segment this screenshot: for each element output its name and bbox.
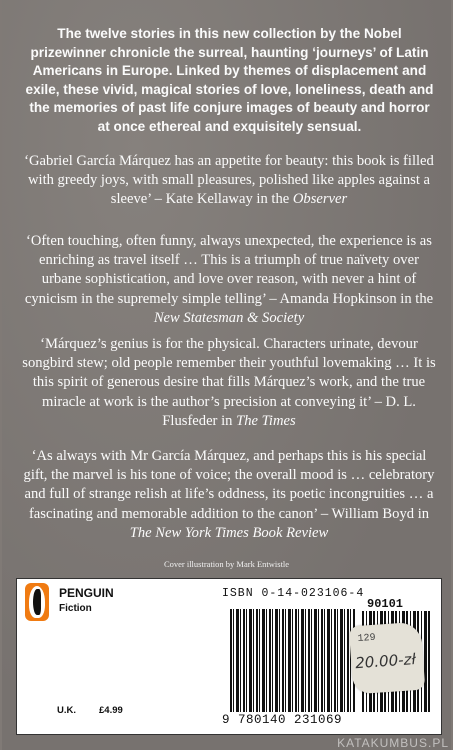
- price-label: £4.99: [99, 705, 123, 716]
- publisher-name: PENGUIN: [59, 586, 114, 600]
- barcode-icon: [230, 609, 355, 712]
- barcode-addon-digits: 90101: [367, 597, 404, 611]
- region-label: U.K.: [57, 705, 76, 716]
- imprint: [59, 585, 114, 617]
- quote-source: The New York Times Book Review: [129, 524, 329, 541]
- imprint-category: Fiction: [59, 603, 92, 614]
- penguin-logo-icon: [25, 583, 49, 621]
- price-sticker: [349, 622, 426, 695]
- watermark: KATAKUMBUS.PL: [337, 736, 449, 750]
- review-quote: ‘Márquez’s genius is for the physical. Characters urinate, devour songbird stew; old people remember their youthful lovemaking … It is this spirit of generous desire that fills Márquez’s work, and the true miracle at work is the author’s precision at conveying it’ – D. L. Flusfeder in The Times: [22, 336, 436, 429]
- sticker-price: 20.00-zł: [354, 650, 417, 673]
- book-back-cover: [2, 0, 451, 750]
- sticker-code: 129: [357, 632, 376, 645]
- publisher-panel: [16, 578, 442, 735]
- blurb-paragraph: The twelve stories in this new collection by the Nobel prizewinner chronicle the surreal, haunting ‘journeys’ of Latin Americans in Europe. Linked by themes of displacement and exile, these vivid, magical stories of love, loneliness, death and the memories of past life conjure images of beauty and horror at once ethereal and exquisitely sensual.: [25, 26, 434, 134]
- isbn-text: ISBN 0-14-023106-4: [222, 587, 365, 600]
- quote-source: New Statesman & Society: [153, 309, 305, 326]
- review-quote: ‘As always with Mr García Márquez, and perhaps this is his special gift, the marvel is his tone of voice; the overall mood is … celebratory and full of strange relish at life’s oddness, its poetic incongruities … a fascinating and memorable addition to the canon’ – William Boyd in The New York Times Book Review: [23, 448, 435, 541]
- quote-source: The Times: [236, 412, 296, 429]
- cover-illustration-credit: Cover illustration by Mark Entwistle: [163, 559, 290, 569]
- review-quote: ‘Gabriel García Márquez has an appetite for beauty: this book is filled with greedy joys, with small pleasures, polished like apples against a sleeve’ – Kate Kellaway in the Observer: [24, 153, 434, 208]
- review-quote: ‘Often touching, often funny, always unexpected, the experience is as enriching as travel itself … This is a triumph of true naïvety over urbane sophistication, and love over reason, with never a hint of cynicism in the supremely simple telling’ – Amanda Hopkinson in the New Statesman & Society: [24, 233, 434, 326]
- quote-source: Observer: [292, 191, 348, 208]
- ean-number: 9 780140 231069: [222, 713, 343, 727]
